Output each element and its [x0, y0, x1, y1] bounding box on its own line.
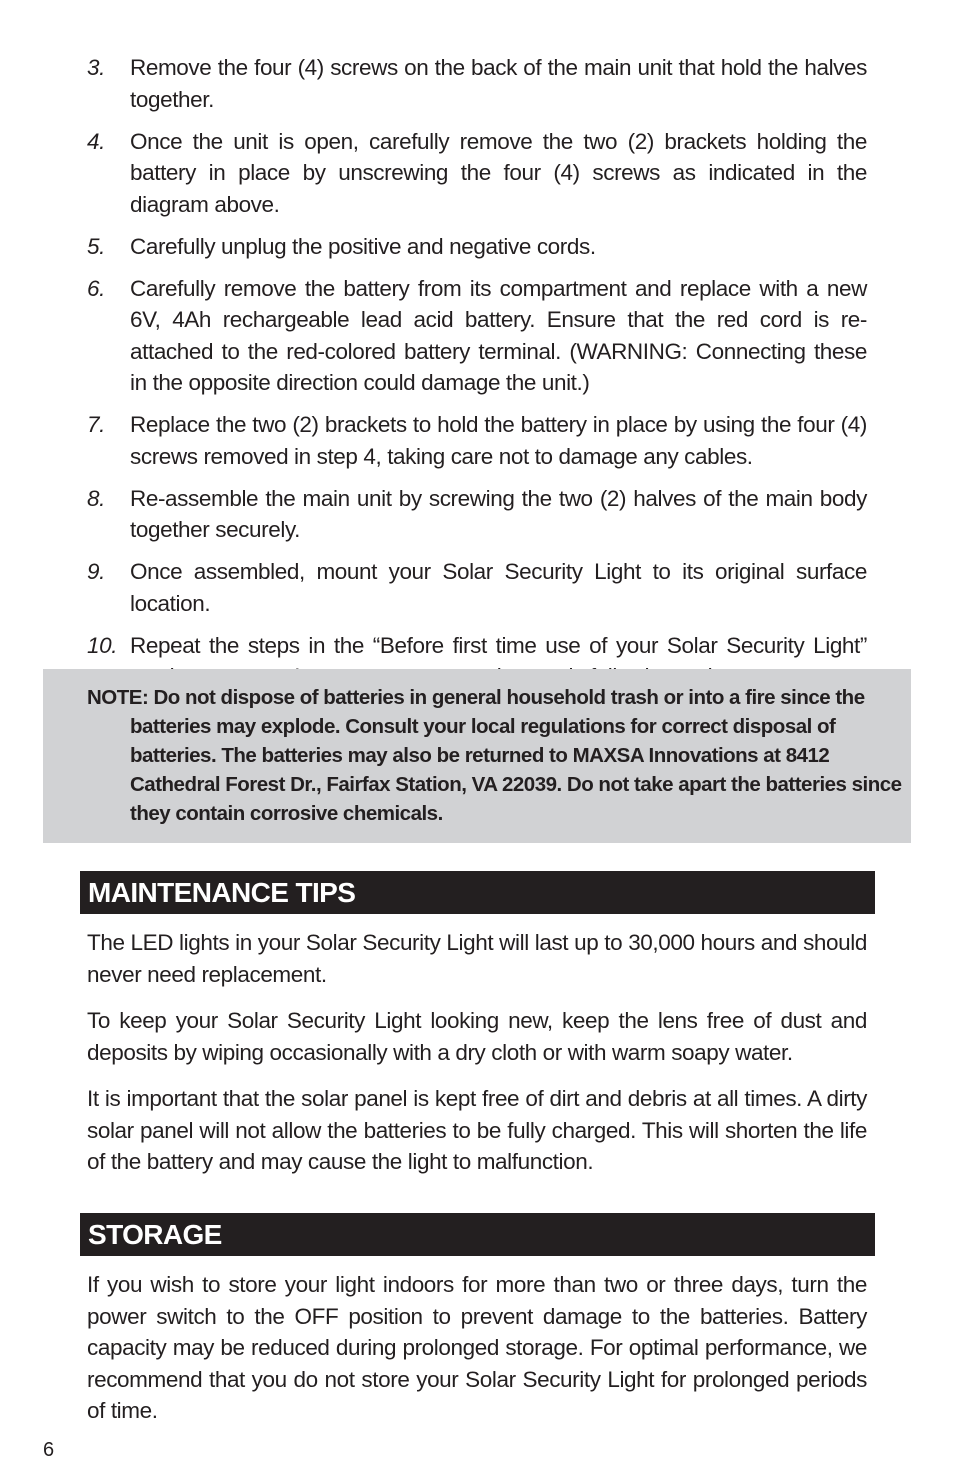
- step-text: Once the unit is open, carefully remove the two (2) brackets holding the battery in place by unscrewing the four (4) screws as indicated in the diagram above.: [130, 128, 867, 217]
- step-number: 10.: [87, 632, 118, 658]
- maintenance-paragraph: The LED lights in your Solar Security Light will last up to 30,000 hours and should never need replacement.: [87, 930, 867, 987]
- step-item: [87, 52, 867, 115]
- note-text: NOTE: Do not dispose of batteries in general household trash or into a fire since the batteries may explode. Consult your local regulations for correct disposal of batteries. The batteries may also be returned to MAXSA Innovations at 8412 Cathedral Forest Dr., Fairfax Station, VA 22039. Do not take apart the batteries since they contain corrosive chemicals.: [87, 686, 902, 825]
- step-text: Re-assemble the main unit by screwing the two (2) halves of the main body together securely.: [130, 485, 867, 542]
- battery-replacement-steps: [87, 52, 867, 703]
- step-item: [87, 483, 867, 546]
- step-item: [87, 273, 867, 399]
- maintenance-tips-header: MAINTENANCE TIPS: [80, 871, 875, 914]
- step-number: 3.: [87, 55, 105, 80]
- step-text: Remove the four (4) screws on the back of the main unit that hold the halves together.: [130, 55, 867, 112]
- maintenance-paragraph: To keep your Solar Security Light looking new, keep the lens free of dust and deposits by wiping occasionally with a dry cloth or with warm soapy water.: [87, 1008, 867, 1065]
- storage-header: STORAGE: [80, 1213, 875, 1256]
- step-item: [87, 556, 867, 619]
- step-text: Carefully remove the battery from its compartment and replace with a new 6V, 4Ah rechargeable lead acid battery. Ensure that the red cord is re-attached to the red-colored battery terminal. (WARNING: Connecting these in the opposite direction could damage the unit.): [130, 275, 867, 395]
- step-number: 6.: [87, 275, 105, 301]
- step-text: Once assembled, mount your Solar Security Light to its original surface location.: [130, 559, 867, 616]
- step-number: 9.: [87, 559, 105, 584]
- step-item: [87, 231, 867, 263]
- step-item: [87, 126, 867, 221]
- page-number: 6: [43, 1439, 55, 1461]
- storage-paragraph: If you wish to store your light indoors for more than two or three days, turn the power switch to the OFF position to prevent damage to the batteries. Battery capacity may be reduced during prolonged storage. For optimal performance, we recommend that you do not store your Solar Security Light for prolonged periods of time.: [87, 1272, 867, 1423]
- step-number: 5.: [87, 233, 105, 259]
- step-text: Replace the two (2) brackets to hold the battery in place by using the four (4) screws removed in step 4, taking care not to damage any cables.: [130, 412, 867, 469]
- maintenance-paragraph: It is important that the solar panel is kept free of dirt and debris at all times. A dirty solar panel will not allow the batteries to be fully charged. This will shorten the life of the battery and may cause the light to malfunction.: [87, 1086, 867, 1174]
- step-text: Carefully unplug the positive and negative cords.: [130, 233, 596, 259]
- step-number: 4.: [87, 128, 105, 154]
- step-item: [87, 409, 867, 472]
- step-text: Repeat the steps in the “Before first time use of your Solar Security Light”: [130, 632, 867, 658]
- step-number: 7.: [87, 412, 105, 437]
- step-number: 8.: [87, 485, 105, 511]
- battery-disposal-note: [43, 669, 911, 843]
